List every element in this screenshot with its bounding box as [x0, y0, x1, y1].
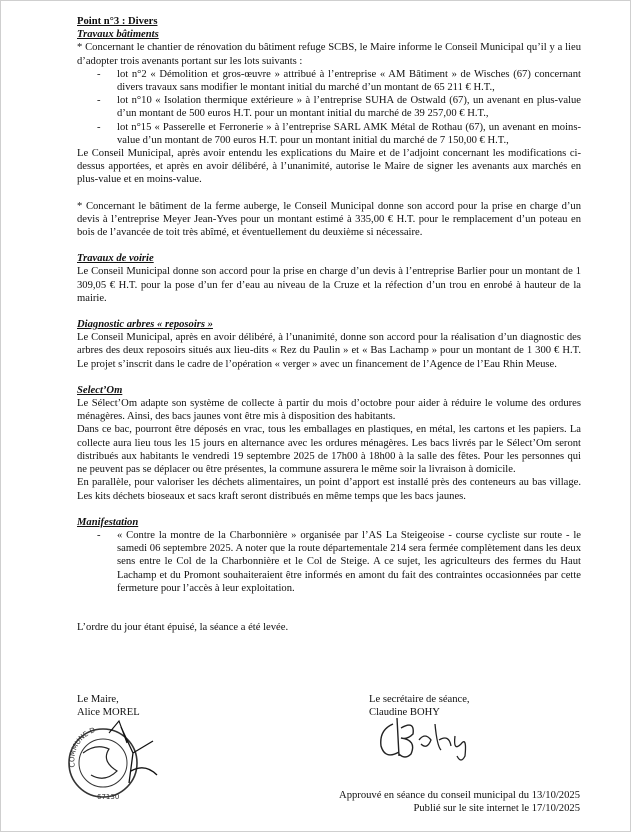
municipal-stamp	[61, 713, 171, 803]
section-title-travaux-batiments: Travaux bâtiments	[77, 29, 159, 41]
lot-item: - lot n°15 « Passerelle et Ferronerie » à l’entreprise SARL AMK Métal de Rothau (67), un avenant en moins-value d’un montant de 700 euros H.T. pour un montant initial du marché de 7 150,00 € H.T.,	[77, 121, 581, 147]
secretary-handwritten-signature	[371, 706, 481, 766]
stamp-code: 67130	[97, 793, 120, 801]
document-body	[77, 15, 581, 634]
lot-item: - lot n°10 « Isolation thermique extérieure » à l’entreprise SUHA de Ostwald (67), un avenant en plus-value d’un montant de 500 euros H.T. pour un montant initial du marché de 39 257,00 € H.T.,	[77, 94, 581, 120]
selectom-paragraph-3: En parallèle, pour valoriser les déchets alimentaires, un point d’apport est installé près des conteneurs au bas village. Les kits déchets bioseaux et sacs kraft seront distribués en même temps que les bacs jaunes.	[77, 477, 581, 502]
travaux-batiments-intro: * Concernant le chantier de rénovation du bâtiment refuge SCBS, le Maire informe le Conseil Municipal qu’il y a lieu d’adopter trois avenants portant sur les lots suivants :	[77, 42, 581, 67]
closing-statement: L’ordre du jour étant épuisé, la séance a été levée.	[77, 621, 289, 633]
lot-item: - lot n°2 « Démolition et gros-œuvre » attribué à l’entreprise « AM Bâtiment » de Wisches (67) concernant divers travaux sans modifier le montant initial du marché d’un montant de 65 211 € H.T.,	[77, 68, 581, 94]
ferme-auberge-paragraph: * Concernant le bâtiment de la ferme auberge, le Conseil Municipal donne son accord pour la prise en charge d’un devis à l’entreprise Meyer Jean-Yves pour un montant estimé à 335,00 € H.T. pour le remplacement d’un poteau en bois de l’avancée de toit très abîmé, et éventuellement du deuxième si nécessaire.	[77, 200, 581, 239]
secretary-name: Claudine BOHY	[369, 707, 440, 718]
mayor-name: Alice MOREL	[77, 707, 140, 718]
travaux-batiments-decision: Le Conseil Municipal, après avoir entendu les explications du Maire et de l’adjoint concernant les modifications ci-dessus apportées, et après en avoir délibéré, à l’unanimité, autorise le Maire de signer les avenants aux marchés en plus-value et en moins-value.	[77, 148, 581, 186]
selectom-paragraph-1: Le Sélect’Om adapte son système de collecte à partir du mois d’octobre pour aider à réduire le volume des ordures ménagères. Ainsi, des bacs jaunes vont être mis à disposition des habitants.	[77, 398, 581, 423]
secretary-role: Le secrétaire de séance,	[369, 694, 470, 705]
manifestation-list	[77, 529, 581, 595]
publication-date: Publié sur le site internet le 17/10/2025	[413, 803, 580, 814]
selectom-paragraph-2: Dans ce bac, pourront être déposés en vrac, tous les emballages en plastiques, en métal, les cartons et les papiers. La collecte aura lieu tous les 15 jours en alternance avec les ordures ménagères. Les bacs livrés par le Sélect’Om seront distribués aux habitants le vendredi 19 septembre 2025 de 17h00 à 18h00 à la salle des fêtes. Pour les personnes qui ne peuvent pas se déplacer ou être présentes, la commune assurera le même soir la livraison à domicile.	[77, 424, 581, 476]
mayor-role: Le Maire,	[77, 694, 119, 705]
point-title: Point n°3 : Divers	[77, 16, 158, 27]
manifestation-item: - « Contre la montre de la Charbonnière » organisée par l’AS La Steigeoise - course cycliste sur route - le samedi 06 septembre 2025. A noter que la route départementale 214 sera fermée complètement dans les deux sens entre le Col de la Charbonnière et le Col de Steige. A ce sujet, les agriculteurs des fermes du Haut Lachamp et du Promont souhaiteraient être informés en amont du fait des contraintes occasionnées par cette fermeture pour l’accès à leur exploitation.	[77, 529, 581, 595]
section-title-voirie: Travaux de voirie	[77, 253, 154, 265]
section-title-diagnostic: Diagnostic arbres « reposoirs »	[77, 319, 213, 331]
voirie-paragraph: Le Conseil Municipal donne son accord pour la prise en charge d’un devis à l’entreprise Barlier pour un montant de 1 309,05 € H.T. pour la pose d’un fer d’eau au niveau de la Cruze et la réfection d’un trou en enrobé à hauteur de la mairie.	[77, 266, 581, 304]
approval-footer	[339, 789, 580, 815]
section-title-selectom: Select’Om	[77, 384, 123, 396]
svg-text:COMMUNE D	[68, 726, 96, 768]
stamp-text: COMMUNE D	[68, 726, 97, 768]
lots-list	[77, 68, 581, 147]
diagnostic-paragraph: Le Conseil Municipal, après en avoir délibéré, à l’unanimité, donne son accord pour la réalisation d’un diagnostic des arbres des deux reposoirs situés aux lieu-dits « Rez du Paulin » et « Bas Lachamp » pour un montant de 1 300 € H.T. Le projet s’inscrit dans le cadre de l’opération « verger » avec un financement de l’Agence de l’Eau Rhin Meuse.	[77, 332, 581, 370]
section-title-manifestation: Manifestation	[77, 516, 139, 528]
approval-date: Approuvé en séance du conseil municipal du 13/10/2025	[339, 790, 580, 801]
